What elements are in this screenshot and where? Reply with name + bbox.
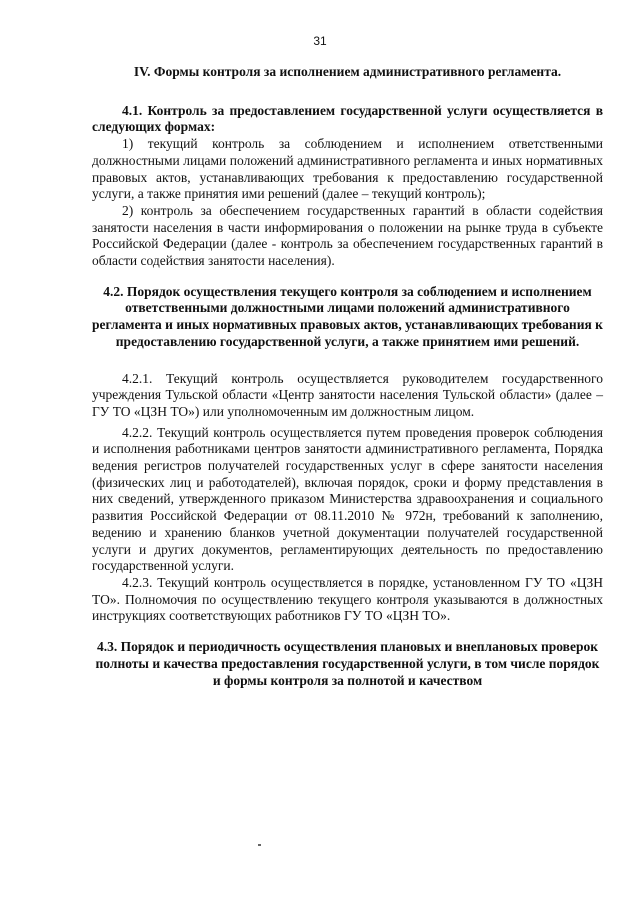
clause-4-1-item-1: 1) текущий контроль за соблюдением и исполнением ответственными должностными лицами положений административного регламента и иных нормативных правовых актов, устанавливающих требования к предоставлению государственной услуги, а также принятия ими решений (далее – текущий контроль); bbox=[92, 136, 603, 202]
clause-4-1-lead: 4.1. Контроль за предоставлением государственной услуги осуществляется в следующих формах: bbox=[92, 102, 603, 135]
section-iv-heading: IV. Формы контроля за исполнением административного регламента. bbox=[133, 64, 562, 79]
clause-4-2-2: 4.2.2. Текущий контроль осуществляется путем проведения проверок соблюдения и исполнения работниками центров занятости административного регламента, Порядка ведения регистров получателей государственных услуг в сфере занятости населения (физических лиц и работодателей), включая порядок, сроки и форму представления в них сведений, утвержденного приказом Министерства здравоохранения и социального развития Российской Федерации от 08.11.2010 № 972н, требований к заполнению, ведению и хранению бланков учетной документации получателей государственной услуги и других документов, регламентирующих деятельность по предоставлению государственной услуги. bbox=[92, 424, 603, 574]
section-4-2-heading: 4.2. Порядок осуществления текущего контроля за соблюдением и исполнением ответственными должностными лицами положений административного регламента и иных нормативных правовых актов, устанавливающих требования к предоставлению государственной услуги, а также принятием ими решений. bbox=[92, 283, 603, 349]
scan-speck bbox=[258, 844, 261, 846]
clause-4-1-item-2: 2) контроль за обеспечением государственных гарантий в области содействия занятости населения в части информирования о положении на рынке труда в субъекте Российской Федерации (далее - контроль за обеспечением государственных гарантий в области содействия занятости населения). bbox=[92, 202, 603, 269]
section-4-3-heading: 4.3. Порядок и периодичность осуществления плановых и внеплановых проверок полноты и качества предоставления государственной услуги, в том числе порядок и формы контроля за полнотой и качеством bbox=[95, 639, 600, 688]
page-number: 31 bbox=[313, 34, 327, 48]
clause-4-2-3: 4.2.3. Текущий контроль осуществляется в порядке, установленном ГУ ТО «ЦЗН ТО». Полномочия по осуществлению текущего контроля указываются в должностных инструкциях соответствующих работников ГУ ТО «ЦЗН ТО». bbox=[92, 574, 603, 624]
clause-4-2-1: 4.2.1. Текущий контроль осуществляется руководителем государственного учреждения Тульской области «Центр занятости населения Тульской области» (далее – ГУ ТО «ЦЗН ТО») или уполномоченным им должностным лицом. bbox=[92, 370, 603, 419]
page-content bbox=[92, 64, 603, 709]
